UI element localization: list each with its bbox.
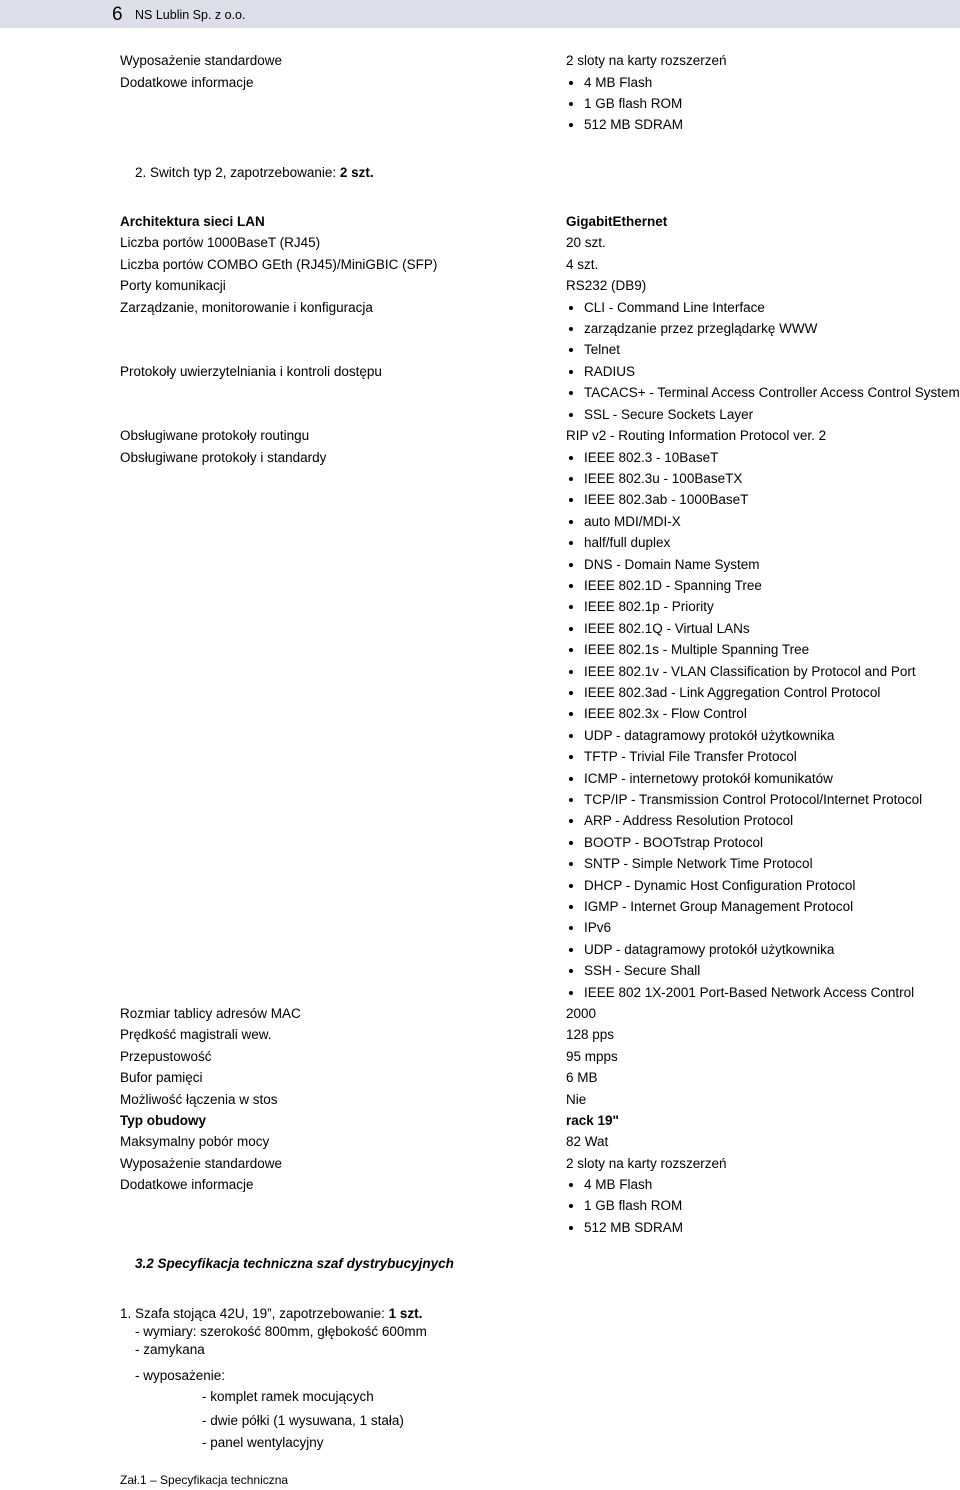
spec-label: Porty komunikacji: [120, 278, 226, 293]
list-item: IEEE 802.3x - Flow Control: [584, 706, 747, 721]
list-item: ICMP - internetowy protokół komunikatów: [584, 771, 833, 786]
spec-value: 2 sloty na karty rozszerzeń: [566, 1156, 727, 1171]
spec-label: Bufor pamięci: [120, 1070, 203, 1085]
page-number: 6: [112, 4, 123, 25]
cabinet-subline: - panel wentylacyjny: [202, 1435, 324, 1450]
list-item: IEEE 802.3u - 100BaseTX: [584, 471, 743, 486]
list-item: half/full duplex: [584, 535, 671, 550]
list-item: UDP - datagramowy protokół użytkownika: [584, 942, 835, 957]
spec-value: Nie: [566, 1092, 587, 1107]
spec-value: 6 MB: [566, 1070, 598, 1085]
list-item: IEEE 802.3ab - 1000BaseT: [584, 492, 749, 507]
page-footer: Zał.1 – Specyfikacja techniczna: [120, 1473, 289, 1487]
spec-label: Rozmiar tablicy adresów MAC: [120, 1006, 301, 1021]
spec-label: Liczba portów 1000BaseT (RJ45): [120, 235, 321, 250]
list-item: IEEE 802.1Q - Virtual LANs: [584, 621, 750, 636]
spec-label: Prędkość magistrali wew.: [120, 1027, 272, 1042]
list-item: auto MDI/MDI-X: [584, 514, 681, 529]
list-item: 512 MB SDRAM: [584, 1220, 684, 1235]
list-item: IEEE 802.1D - Spanning Tree: [584, 578, 762, 593]
spec-value: 95 mpps: [566, 1049, 618, 1064]
spec-value: 20 szt.: [566, 235, 606, 250]
spec-label: Architektura sieci LAN: [120, 214, 265, 229]
spec-label: Protokoły uwierzytelniania i kontroli dostępu: [120, 364, 382, 379]
spec-value: RIP v2 - Routing Information Protocol ver. 2: [566, 428, 827, 443]
cabinet-line: - wymiary: szerokość 800mm, głębokość 600mm: [135, 1324, 427, 1339]
list-item: 4 MB Flash: [584, 75, 653, 90]
list-item: IEEE 802.3 - 10BaseT: [584, 450, 719, 465]
spec-value: rack 19": [566, 1113, 619, 1128]
list-item: ARP - Address Resolution Protocol: [584, 813, 794, 828]
spec-label: Liczba portów COMBO GEth (RJ45)/MiniGBIC (SFP): [120, 257, 438, 272]
list-item: SSH - Secure Shall: [584, 963, 701, 978]
list-item: IEEE 802.1p - Priority: [584, 599, 714, 614]
spec-label: Dodatkowe informacje: [120, 75, 254, 90]
list-item: TACACS+ - Terminal Access Controller Access Control System: [584, 385, 960, 400]
spec-value: RS232 (DB9): [566, 278, 647, 293]
spec-label: Dodatkowe informacje: [120, 1177, 254, 1192]
cabinet-subline: - dwie półki (1 wysuwana, 1 stała): [202, 1413, 404, 1428]
company-name: NS Lublin Sp. z o.o.: [135, 8, 246, 22]
list-item: 4 MB Flash: [584, 1177, 653, 1192]
spec-value: 2 sloty na karty rozszerzeń: [566, 53, 727, 68]
spec-label: Obsługiwane protokoły i standardy: [120, 450, 327, 465]
list-item: DNS - Domain Name System: [584, 557, 760, 572]
list-item: Telnet: [584, 342, 621, 357]
list-item: SNTP - Simple Network Time Protocol: [584, 856, 813, 871]
spec-value: 2000: [566, 1006, 597, 1021]
spec-label: Typ obudowy: [120, 1113, 206, 1128]
list-item: IGMP - Internet Group Management Protocol: [584, 899, 854, 914]
list-item: CLI - Command Line Interface: [584, 300, 765, 315]
list-item: RADIUS: [584, 364, 636, 379]
list-item: IEEE 802.1v - VLAN Classification by Protocol and Port: [584, 664, 916, 679]
list-item: 1 GB flash ROM: [584, 96, 683, 111]
spec-value: 82 Wat: [566, 1134, 609, 1149]
list-item: DHCP - Dynamic Host Configuration Protocol: [584, 878, 856, 893]
cabinet-line: - wyposażenie:: [135, 1368, 226, 1383]
list-item: SSL - Secure Sockets Layer: [584, 407, 754, 422]
section-heading: 3.2 Specyfikacja techniczna szaf dystrybucyjnych: [135, 1256, 454, 1271]
list-item: TFTP - Trivial File Transfer Protocol: [584, 749, 797, 764]
cabinet-item-title: 1. Szafa stojąca 42U, 19”, zapotrzebowanie: 1 szt.: [120, 1306, 423, 1321]
spec-label: Wyposażenie standardowe: [120, 1156, 282, 1171]
spec-label: Wyposażenie standardowe: [120, 53, 282, 68]
spec-label: Obsługiwane protokoły routingu: [120, 428, 310, 443]
list-item: IEEE 802 1X-2001 Port-Based Network Access Control: [584, 985, 915, 1000]
list-item: TCP/IP - Transmission Control Protocol/Internet Protocol: [584, 792, 923, 807]
spec-value: 128 pps: [566, 1027, 615, 1042]
list-item: IPv6: [584, 920, 612, 935]
cabinet-subline: - komplet ramek mocujących: [202, 1389, 374, 1404]
cabinet-line: - zamykana: [135, 1342, 205, 1357]
spec-label: Możliwość łączenia w stos: [120, 1092, 278, 1107]
list-item: UDP - datagramowy protokół użytkownika: [584, 728, 835, 743]
switch-title: 2. Switch typ 2, zapotrzebowanie: 2 szt.: [135, 165, 374, 180]
list-item: zarządzanie przez przeglądarkę WWW: [584, 321, 818, 336]
spec-label: Zarządzanie, monitorowanie i konfiguracja: [120, 300, 373, 315]
list-item: 512 MB SDRAM: [584, 117, 684, 132]
list-item: IEEE 802.3ad - Link Aggregation Control Protocol: [584, 685, 881, 700]
list-item: 1 GB flash ROM: [584, 1198, 683, 1213]
list-item: IEEE 802.1s - Multiple Spanning Tree: [584, 642, 810, 657]
spec-value: 4 szt.: [566, 257, 599, 272]
spec-value: GigabitEthernet: [566, 214, 668, 229]
spec-label: Maksymalny pobór mocy: [120, 1134, 270, 1149]
list-item: BOOTP - BOOTstrap Protocol: [584, 835, 764, 850]
spec-label: Przepustowość: [120, 1049, 212, 1064]
